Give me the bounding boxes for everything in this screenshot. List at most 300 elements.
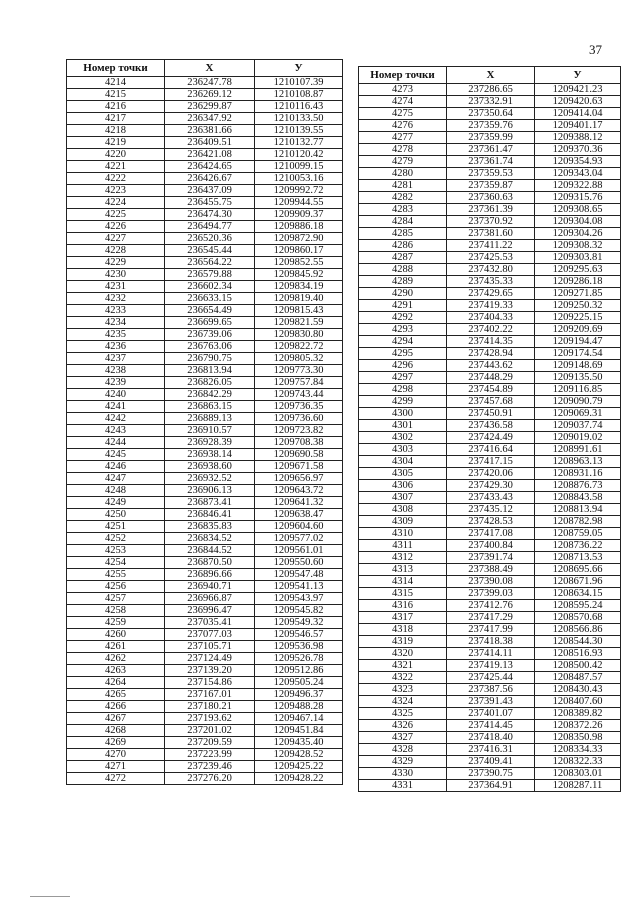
point-number-cell: 4218	[67, 125, 165, 137]
point-number-cell: 4247	[67, 473, 165, 485]
point-number-cell: 4268	[67, 725, 165, 737]
table-row	[359, 744, 621, 756]
table-row	[359, 420, 621, 432]
x-cell: 237399.03	[447, 588, 535, 600]
point-number-cell: 4235	[67, 329, 165, 341]
y-cell: 1209401.17	[535, 120, 621, 132]
x-cell: 236409.51	[165, 137, 255, 149]
table-row	[359, 672, 621, 684]
point-number-cell: 4266	[67, 701, 165, 713]
point-number-cell: 4251	[67, 521, 165, 533]
y-cell: 1209090.79	[535, 396, 621, 408]
x-cell: 236381.66	[165, 125, 255, 137]
x-cell: 237193.62	[165, 713, 255, 725]
table-row	[359, 132, 621, 144]
y-cell: 1209690.58	[255, 449, 343, 461]
x-cell: 237435.12	[447, 504, 535, 516]
point-number-cell: 4227	[67, 233, 165, 245]
table-row	[359, 372, 621, 384]
point-number-cell: 4260	[67, 629, 165, 641]
table-row	[359, 204, 621, 216]
x-cell: 236996.47	[165, 605, 255, 617]
table-row	[67, 437, 343, 449]
y-cell: 1209561.01	[255, 545, 343, 557]
point-number-cell: 4331	[359, 780, 447, 792]
y-cell: 1209116.85	[535, 384, 621, 396]
table-row	[359, 684, 621, 696]
y-cell: 1209743.44	[255, 389, 343, 401]
x-cell: 236494.77	[165, 221, 255, 233]
point-number-cell: 4217	[67, 113, 165, 125]
point-number-cell: 4310	[359, 528, 447, 540]
x-cell: 236579.88	[165, 269, 255, 281]
coordinates-table-right	[358, 66, 621, 792]
x-cell: 237401.07	[447, 708, 535, 720]
table-row	[359, 576, 621, 588]
y-cell: 1209488.28	[255, 701, 343, 713]
point-number-cell: 4246	[67, 461, 165, 473]
point-number-cell: 4276	[359, 120, 447, 132]
y-cell: 1208931.16	[535, 468, 621, 480]
table-row	[67, 329, 343, 341]
table-row	[67, 737, 343, 749]
table-row	[67, 449, 343, 461]
y-cell: 1209451.84	[255, 725, 343, 737]
table-row	[67, 761, 343, 773]
x-cell: 236474.30	[165, 209, 255, 221]
table-row	[359, 780, 621, 792]
y-cell: 1209819.40	[255, 293, 343, 305]
point-number-cell: 4300	[359, 408, 447, 420]
point-number-cell: 4215	[67, 89, 165, 101]
x-cell: 237387.56	[447, 684, 535, 696]
x-cell: 237420.06	[447, 468, 535, 480]
x-cell: 236739.06	[165, 329, 255, 341]
y-cell: 1209546.57	[255, 629, 343, 641]
y-cell: 1209723.82	[255, 425, 343, 437]
point-number-cell: 4313	[359, 564, 447, 576]
table-row	[359, 240, 621, 252]
x-cell: 237276.20	[165, 773, 255, 785]
table-row	[67, 713, 343, 725]
point-number-cell: 4281	[359, 180, 447, 192]
y-cell: 1209019.02	[535, 432, 621, 444]
x-cell: 236835.83	[165, 521, 255, 533]
y-cell: 1209037.74	[535, 420, 621, 432]
table-row	[67, 353, 343, 365]
y-cell: 1208407.60	[535, 696, 621, 708]
x-cell: 237433.43	[447, 492, 535, 504]
point-number-cell: 4283	[359, 204, 447, 216]
point-number-cell: 4267	[67, 713, 165, 725]
point-number-cell: 4293	[359, 324, 447, 336]
table-row	[67, 605, 343, 617]
point-number-cell: 4284	[359, 216, 447, 228]
x-cell: 237432.80	[447, 264, 535, 276]
table-row	[359, 516, 621, 528]
y-cell: 1209536.98	[255, 641, 343, 653]
y-cell: 1210107.39	[255, 77, 343, 89]
point-number-cell: 4302	[359, 432, 447, 444]
point-number-cell: 4278	[359, 144, 447, 156]
point-number-cell: 4285	[359, 228, 447, 240]
point-number-cell: 4243	[67, 425, 165, 437]
point-number-cell: 4225	[67, 209, 165, 221]
point-number-cell: 4220	[67, 149, 165, 161]
y-cell: 1208782.98	[535, 516, 621, 528]
x-cell: 236906.13	[165, 485, 255, 497]
point-number-cell: 4317	[359, 612, 447, 624]
table-row	[359, 276, 621, 288]
table-row	[359, 588, 621, 600]
y-cell: 1209304.26	[535, 228, 621, 240]
table-row	[67, 137, 343, 149]
point-number-cell: 4229	[67, 257, 165, 269]
table-row	[359, 156, 621, 168]
y-cell: 1208566.86	[535, 624, 621, 636]
table-row	[67, 533, 343, 545]
coordinates-table-left	[66, 59, 343, 785]
x-cell: 237359.87	[447, 180, 535, 192]
y-cell: 1209271.85	[535, 288, 621, 300]
table-header-row	[67, 60, 343, 77]
x-cell: 236699.65	[165, 317, 255, 329]
y-cell: 1209435.40	[255, 737, 343, 749]
x-cell: 237361.39	[447, 204, 535, 216]
table-header-row	[359, 67, 621, 84]
x-cell: 236545.44	[165, 245, 255, 257]
y-cell: 1209496.37	[255, 689, 343, 701]
point-number-cell: 4249	[67, 497, 165, 509]
table-row	[359, 696, 621, 708]
y-cell: 1209821.59	[255, 317, 343, 329]
table-row	[67, 653, 343, 665]
table-row	[359, 264, 621, 276]
x-cell: 237414.11	[447, 648, 535, 660]
y-cell: 1209815.43	[255, 305, 343, 317]
point-number-cell: 4223	[67, 185, 165, 197]
table-row	[67, 521, 343, 533]
y-cell: 1209547.48	[255, 569, 343, 581]
x-cell: 237364.91	[447, 780, 535, 792]
table-row	[359, 312, 621, 324]
table-row	[67, 617, 343, 629]
x-cell: 237035.41	[165, 617, 255, 629]
point-number-cell: 4270	[67, 749, 165, 761]
x-cell: 237435.33	[447, 276, 535, 288]
point-number-cell: 4214	[67, 77, 165, 89]
y-cell: 1209852.55	[255, 257, 343, 269]
point-number-cell: 4301	[359, 420, 447, 432]
point-number-cell: 4307	[359, 492, 447, 504]
y-cell: 1209822.72	[255, 341, 343, 353]
y-cell: 1209638.47	[255, 509, 343, 521]
x-cell: 236842.29	[165, 389, 255, 401]
table-row	[359, 552, 621, 564]
y-cell: 1209526.78	[255, 653, 343, 665]
table-row	[359, 120, 621, 132]
x-cell: 237360.63	[447, 192, 535, 204]
x-cell: 236932.52	[165, 473, 255, 485]
y-cell: 1210116.43	[255, 101, 343, 113]
table-row	[359, 348, 621, 360]
x-cell: 237180.21	[165, 701, 255, 713]
y-cell: 1209354.93	[535, 156, 621, 168]
table-row	[359, 180, 621, 192]
x-cell: 237361.47	[447, 144, 535, 156]
x-cell: 237286.65	[447, 84, 535, 96]
point-number-cell: 4280	[359, 168, 447, 180]
y-cell: 1208595.24	[535, 600, 621, 612]
x-cell: 237450.91	[447, 408, 535, 420]
x-cell: 237167.01	[165, 689, 255, 701]
point-number-cell: 4319	[359, 636, 447, 648]
table-row	[359, 192, 621, 204]
x-cell: 237077.03	[165, 629, 255, 641]
x-cell: 236564.22	[165, 257, 255, 269]
x-cell: 237105.71	[165, 641, 255, 653]
y-cell: 1208334.33	[535, 744, 621, 756]
y-cell: 1208991.61	[535, 444, 621, 456]
point-number-cell: 4245	[67, 449, 165, 461]
table-row	[67, 389, 343, 401]
table-row	[67, 401, 343, 413]
table-row	[67, 557, 343, 569]
x-cell: 236826.05	[165, 377, 255, 389]
x-cell: 237412.76	[447, 600, 535, 612]
y-cell: 1209148.69	[535, 360, 621, 372]
x-cell: 237139.20	[165, 665, 255, 677]
y-cell: 1209736.60	[255, 413, 343, 425]
point-number-cell: 4269	[67, 737, 165, 749]
x-cell: 237209.59	[165, 737, 255, 749]
x-cell: 237417.08	[447, 528, 535, 540]
x-cell: 236269.12	[165, 89, 255, 101]
y-cell: 1209295.63	[535, 264, 621, 276]
point-number-cell: 4325	[359, 708, 447, 720]
x-cell: 236424.65	[165, 161, 255, 173]
table-row	[67, 89, 343, 101]
point-number-cell: 4265	[67, 689, 165, 701]
x-cell: 236426.67	[165, 173, 255, 185]
x-cell: 236633.15	[165, 293, 255, 305]
table-row	[67, 317, 343, 329]
point-number-cell: 4288	[359, 264, 447, 276]
point-number-cell: 4321	[359, 660, 447, 672]
table-row	[359, 144, 621, 156]
point-number-cell: 4306	[359, 480, 447, 492]
x-cell: 237454.89	[447, 384, 535, 396]
x-cell: 236299.87	[165, 101, 255, 113]
point-number-cell: 4221	[67, 161, 165, 173]
point-number-cell: 4279	[359, 156, 447, 168]
header-y: У	[535, 67, 621, 84]
header-point-number: Номер точки	[67, 60, 165, 77]
x-cell: 236247.78	[165, 77, 255, 89]
point-number-cell: 4234	[67, 317, 165, 329]
table-row	[67, 497, 343, 509]
y-cell: 1209308.65	[535, 204, 621, 216]
x-cell: 236846.41	[165, 509, 255, 521]
table-row	[359, 648, 621, 660]
y-cell: 1208389.82	[535, 708, 621, 720]
point-number-cell: 4264	[67, 677, 165, 689]
y-cell: 1209414.04	[535, 108, 621, 120]
table-row	[67, 461, 343, 473]
table-row	[359, 216, 621, 228]
table-row	[359, 84, 621, 96]
point-number-cell: 4242	[67, 413, 165, 425]
point-number-cell: 4256	[67, 581, 165, 593]
point-number-cell: 4255	[67, 569, 165, 581]
x-cell: 236421.08	[165, 149, 255, 161]
x-cell: 237332.91	[447, 96, 535, 108]
y-cell: 1208963.13	[535, 456, 621, 468]
table-row	[359, 624, 621, 636]
x-cell: 236870.50	[165, 557, 255, 569]
point-number-cell: 4314	[359, 576, 447, 588]
x-cell: 236938.60	[165, 461, 255, 473]
x-cell: 237417.29	[447, 612, 535, 624]
y-cell: 1209069.31	[535, 408, 621, 420]
x-cell: 237124.49	[165, 653, 255, 665]
point-number-cell: 4329	[359, 756, 447, 768]
point-number-cell: 4261	[67, 641, 165, 653]
x-cell: 237436.58	[447, 420, 535, 432]
x-cell: 237417.99	[447, 624, 535, 636]
point-number-cell: 4286	[359, 240, 447, 252]
table-row	[67, 113, 343, 125]
point-number-cell: 4323	[359, 684, 447, 696]
x-cell: 237154.86	[165, 677, 255, 689]
x-cell: 237428.53	[447, 516, 535, 528]
y-cell: 1209545.82	[255, 605, 343, 617]
point-number-cell: 4299	[359, 396, 447, 408]
point-number-cell: 4320	[359, 648, 447, 660]
y-cell: 1209174.54	[535, 348, 621, 360]
point-number-cell: 4312	[359, 552, 447, 564]
table-row	[67, 749, 343, 761]
x-cell: 237370.92	[447, 216, 535, 228]
y-cell: 1208430.43	[535, 684, 621, 696]
point-number-cell: 4291	[359, 300, 447, 312]
point-number-cell: 4326	[359, 720, 447, 732]
header-y: У	[255, 60, 343, 77]
y-cell: 1209135.50	[535, 372, 621, 384]
y-cell: 1210099.15	[255, 161, 343, 173]
table-row	[67, 569, 343, 581]
page-footer-line	[30, 896, 70, 897]
table-row	[359, 396, 621, 408]
x-cell: 237443.62	[447, 360, 535, 372]
point-number-cell: 4254	[67, 557, 165, 569]
table-row	[67, 545, 343, 557]
table-row	[67, 305, 343, 317]
x-cell: 237419.13	[447, 660, 535, 672]
point-number-cell: 4259	[67, 617, 165, 629]
y-cell: 1208671.96	[535, 576, 621, 588]
table-row	[67, 77, 343, 89]
point-number-cell: 4271	[67, 761, 165, 773]
y-cell: 1210120.42	[255, 149, 343, 161]
y-cell: 1209194.47	[535, 336, 621, 348]
y-cell: 1208322.33	[535, 756, 621, 768]
table-row	[359, 288, 621, 300]
table-row	[359, 228, 621, 240]
x-cell: 236889.13	[165, 413, 255, 425]
point-number-cell: 4240	[67, 389, 165, 401]
x-cell: 236928.39	[165, 437, 255, 449]
x-cell: 237359.53	[447, 168, 535, 180]
table-row	[67, 581, 343, 593]
point-number-cell: 4253	[67, 545, 165, 557]
table-row	[359, 468, 621, 480]
y-cell: 1209549.32	[255, 617, 343, 629]
y-cell: 1209420.63	[535, 96, 621, 108]
x-cell: 237414.35	[447, 336, 535, 348]
x-cell: 236813.94	[165, 365, 255, 377]
point-number-cell: 4244	[67, 437, 165, 449]
header-x: X	[447, 67, 535, 84]
y-cell: 1208544.30	[535, 636, 621, 648]
point-number-cell: 4282	[359, 192, 447, 204]
point-number-cell: 4315	[359, 588, 447, 600]
table-row	[67, 473, 343, 485]
table-row	[67, 245, 343, 257]
table-row	[67, 281, 343, 293]
x-cell: 237400.84	[447, 540, 535, 552]
table-row	[67, 629, 343, 641]
point-number-cell: 4237	[67, 353, 165, 365]
point-number-cell: 4230	[67, 269, 165, 281]
point-number-cell: 4275	[359, 108, 447, 120]
table-row	[359, 660, 621, 672]
point-number-cell: 4316	[359, 600, 447, 612]
table-row	[67, 773, 343, 785]
table-row	[67, 197, 343, 209]
table-row	[67, 269, 343, 281]
x-cell: 236966.87	[165, 593, 255, 605]
point-number-cell: 4236	[67, 341, 165, 353]
table-row	[359, 384, 621, 396]
page-number: 37	[589, 42, 602, 57]
table-row	[359, 612, 621, 624]
table-row	[359, 108, 621, 120]
point-number-cell: 4327	[359, 732, 447, 744]
table-row	[359, 252, 621, 264]
point-number-cell: 4252	[67, 533, 165, 545]
y-cell: 1209308.32	[535, 240, 621, 252]
point-number-cell: 4258	[67, 605, 165, 617]
point-number-cell: 4305	[359, 468, 447, 480]
table-row	[359, 732, 621, 744]
table-row	[359, 432, 621, 444]
header-point-number: Номер точки	[359, 67, 447, 84]
table-row	[359, 456, 621, 468]
y-cell: 1208813.94	[535, 504, 621, 516]
x-cell: 236654.49	[165, 305, 255, 317]
table-row	[67, 665, 343, 677]
point-number-cell: 4257	[67, 593, 165, 605]
y-cell: 1209736.35	[255, 401, 343, 413]
x-cell: 237359.99	[447, 132, 535, 144]
x-cell: 237418.40	[447, 732, 535, 744]
x-cell: 237411.22	[447, 240, 535, 252]
table-row	[67, 365, 343, 377]
y-cell: 1208500.42	[535, 660, 621, 672]
x-cell: 237457.68	[447, 396, 535, 408]
point-number-cell: 4241	[67, 401, 165, 413]
